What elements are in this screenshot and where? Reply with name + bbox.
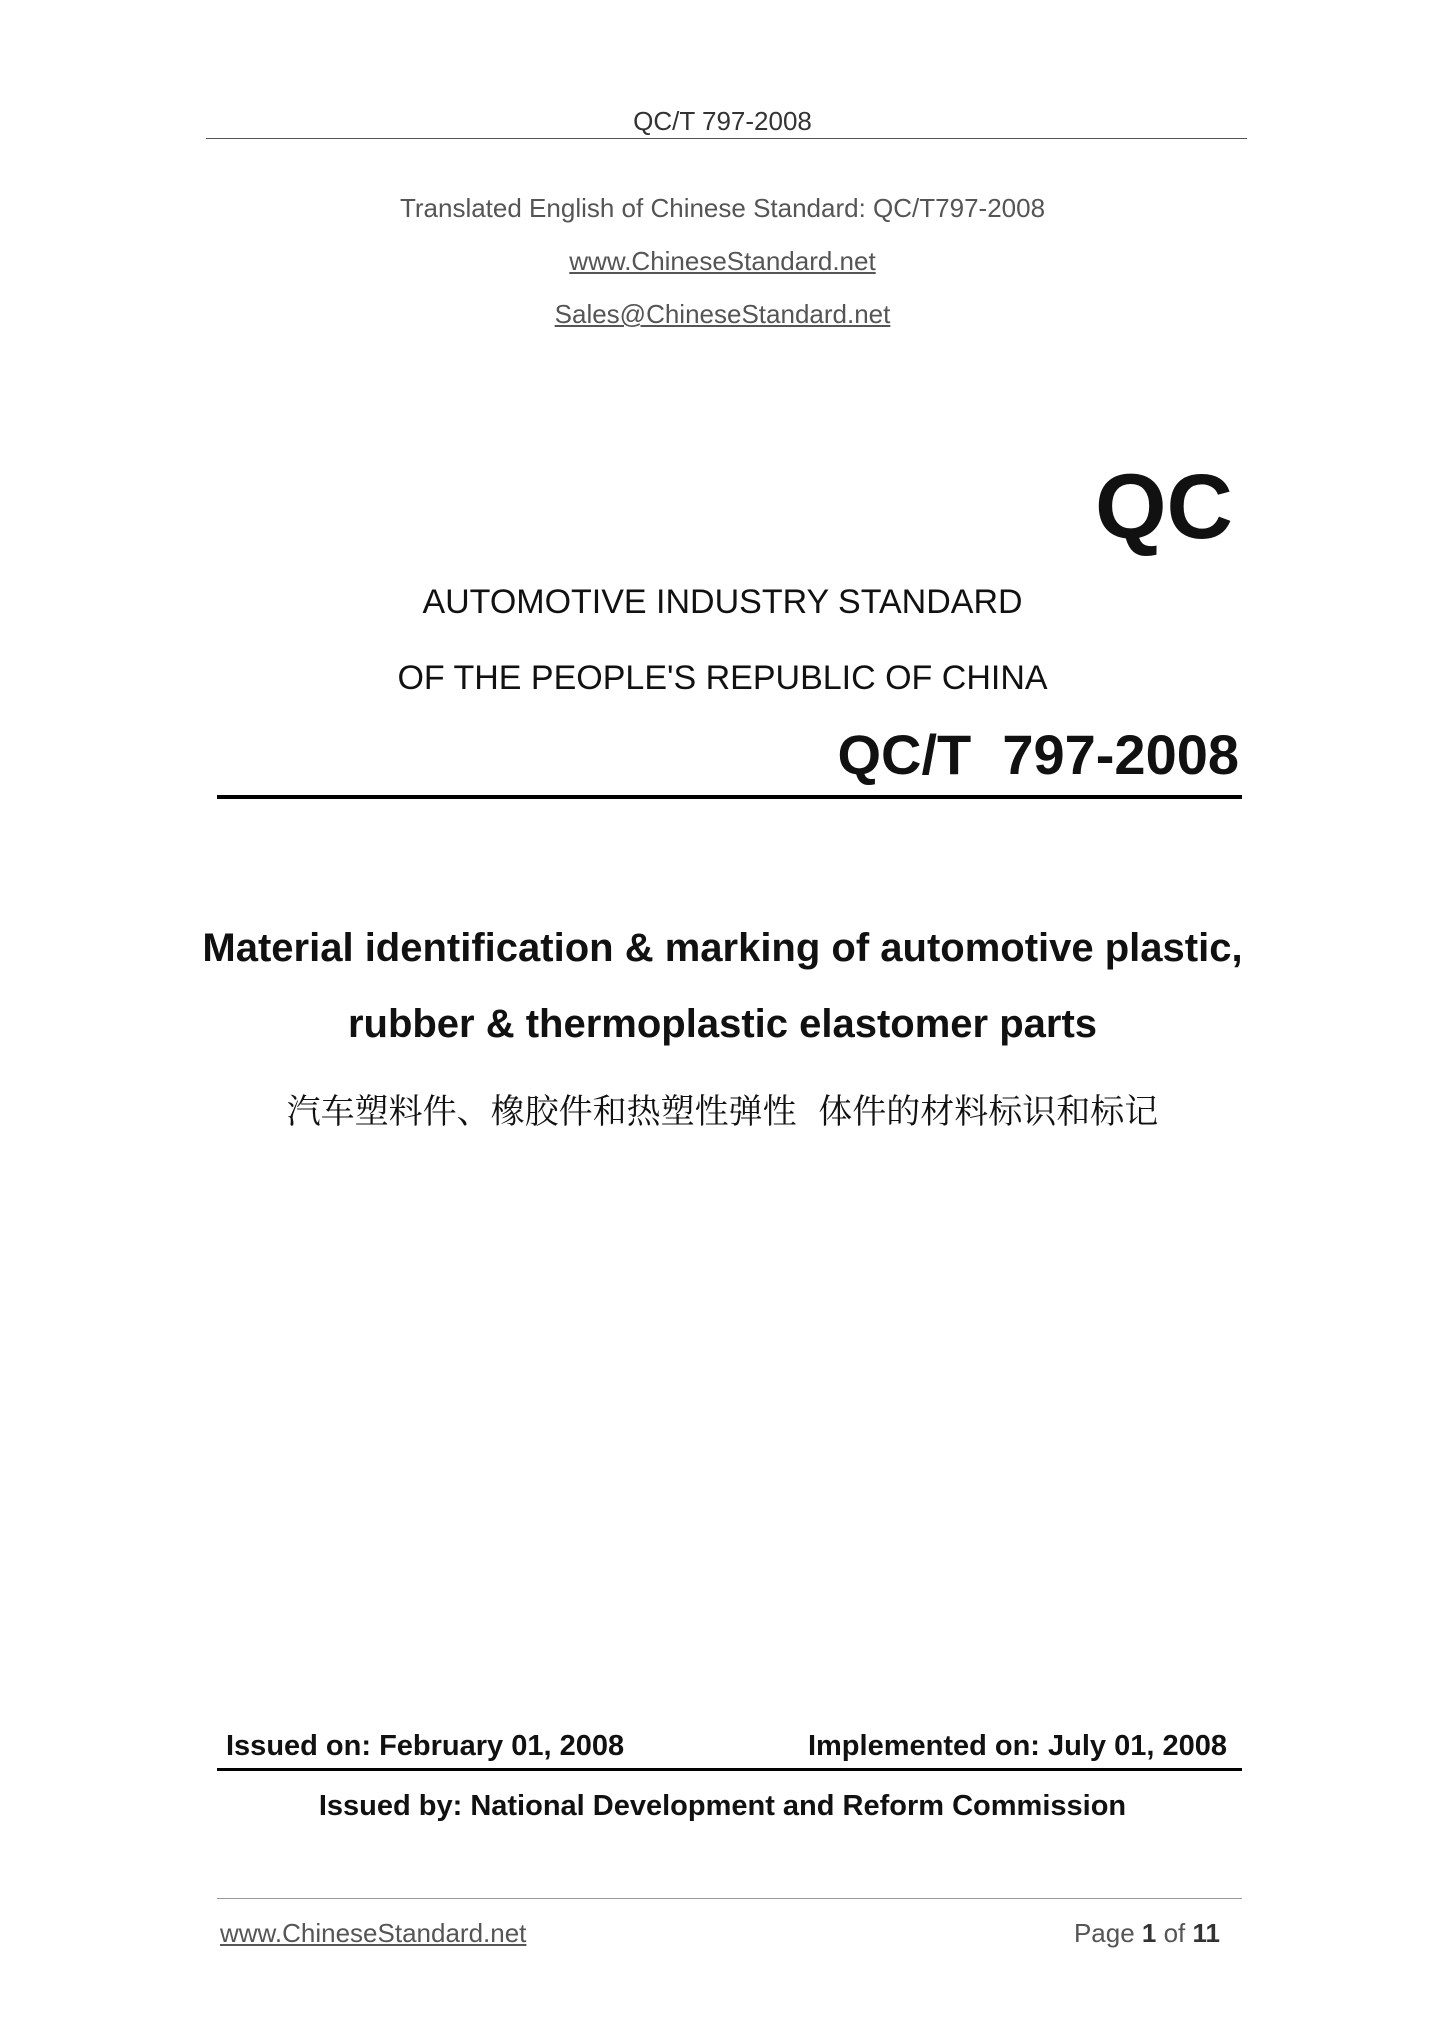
title-chinese: 汽车塑料件、橡胶件和热塑性弹性 体件的材料标识和标记 [286, 1092, 1159, 1132]
running-header: QC/T 797-2008 [633, 106, 812, 136]
footer-divider [217, 1898, 1242, 1899]
implemented-on-date: Implemented on: July 01, 2008 [807, 1730, 1227, 1762]
issued-by: Issued by: National Development and Reform Commission [318, 1790, 1127, 1822]
header-divider [206, 138, 1247, 139]
issuer-line-1: AUTOMOTIVE INDUSTRY STANDARD [422, 583, 1023, 621]
website-link-row [0, 246, 1445, 277]
title-english-line-1: Material identification & marking of automotive plastic, [202, 926, 1243, 970]
standard-number: QC/T 797-2008 [837, 723, 1239, 786]
email-link-row [0, 299, 1445, 330]
page-current: 1 [1141, 1918, 1157, 1948]
translated-notice: Translated English of Chinese Standard: QC/T797-2008 [399, 193, 1046, 223]
page-total: 11 [1192, 1918, 1220, 1948]
issued-on-date: Issued on: February 01, 2008 [226, 1730, 625, 1762]
page-of: of [1156, 1918, 1193, 1948]
issuer-line-2: OF THE PEOPLE'S REPUBLIC OF CHINA [397, 659, 1048, 697]
qc-logo: QC [1095, 456, 1233, 558]
page-indicator [1074, 1918, 1220, 1949]
standard-divider [217, 795, 1242, 799]
date-divider [217, 1768, 1242, 1771]
title-english-line-2: rubber & thermoplastic elastomer parts [347, 1002, 1098, 1046]
page-prefix: Page [1073, 1918, 1142, 1948]
footer-website-link[interactable]: www.ChineseStandard.net [220, 1918, 527, 1948]
website-link[interactable]: www.ChineseStandard.net [569, 246, 876, 276]
email-link[interactable]: Sales@ChineseStandard.net [554, 299, 891, 329]
